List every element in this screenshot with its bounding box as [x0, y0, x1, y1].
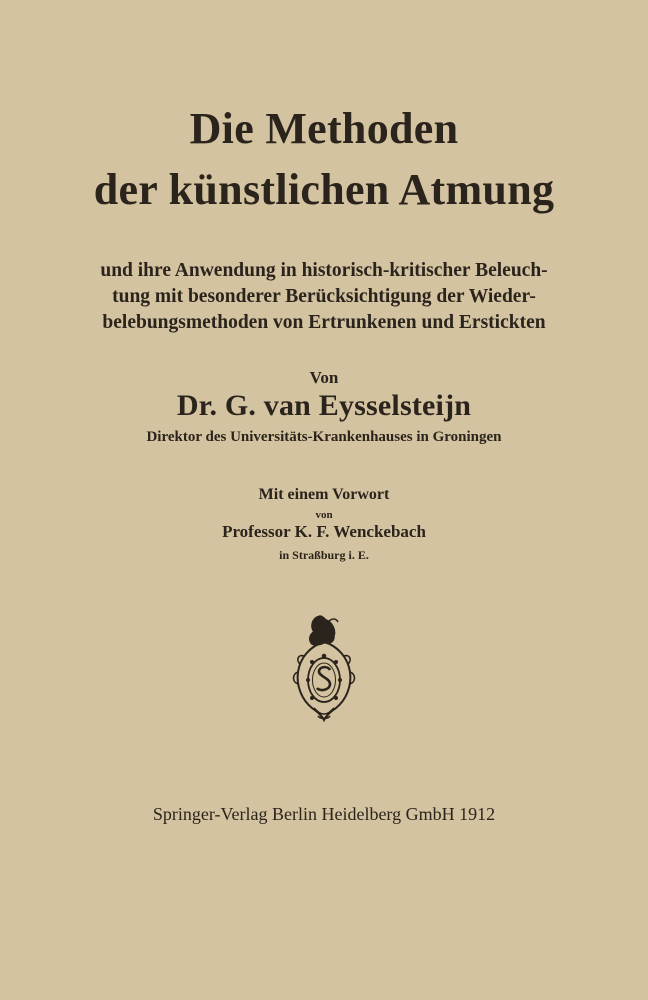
title-line-2: der künstlichen Atmung: [93, 165, 555, 214]
subtitle-line-1: und ihre Anwendung in historisch-kritischer Beleuch-: [100, 260, 548, 281]
foreword-intro: Mit einem Vorwort: [258, 486, 390, 503]
subtitle-line-3: belebungsmethoden von Ertrunkenen und Erstickten: [102, 312, 546, 333]
foreword-by-label: von: [315, 509, 333, 521]
title-line-1: Die Methoden: [189, 104, 459, 153]
subtitle-line-2: tung mit besonderer Berücksichtigung der Wieder-: [112, 286, 536, 307]
springer-horse-head-logo-icon: [290, 612, 358, 724]
author-name: Dr. G. van Eysselsteijn: [176, 389, 472, 422]
by-label: Von: [309, 368, 339, 387]
foreword-author-place: in Straßburg i. E.: [279, 548, 369, 562]
author-affiliation: Direktor des Universitäts-Krankenhauses in Groningen: [146, 429, 502, 445]
publisher-imprint: Springer-Verlag Berlin Heidelberg GmbH 1912: [152, 804, 496, 824]
foreword-author: Professor K. F. Wenckebach: [222, 522, 426, 541]
